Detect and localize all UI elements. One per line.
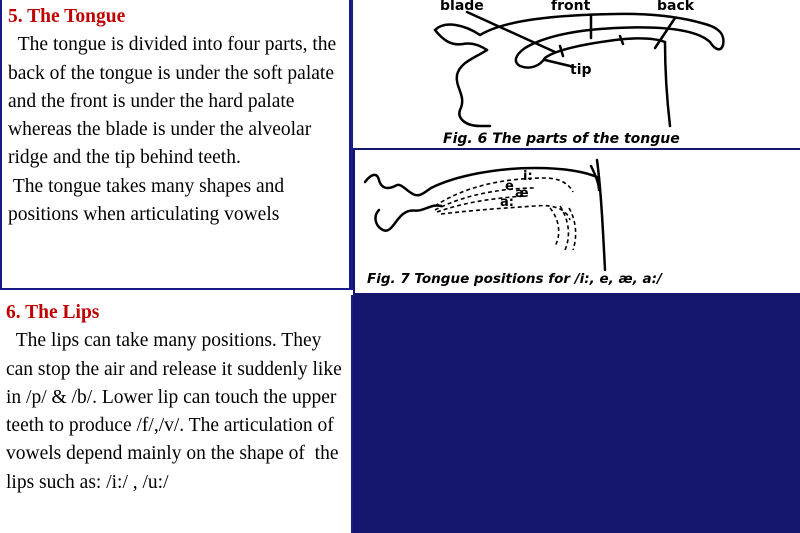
tongue-text-box [0,0,351,290]
label-i: i: [523,169,533,184]
tongue-paragraph-2: The tongue takes many shapes and positions when articulating vowels [8,175,290,226]
tongue-paragraph-1: The tongue is divided into four parts, the back of the tongue is under the soft palate and the front is under the hard palate whereas the blade is under the alveolar ridge and the tip behind teeth. [8,34,342,169]
fig6-caption: Fig. 6 The parts of the tongue [443,131,680,147]
fig7-caption: Fig. 7 Tongue positions for /i:, e, æ, a:/ [367,271,662,287]
tongue-positions-diagram [355,150,800,293]
lips-text-box [0,295,353,533]
label-ae: æ [515,186,529,201]
figure-tongue-parts [355,0,800,148]
tick-1 [560,46,563,56]
pharynx-line [665,42,670,126]
label-tip: tip [570,62,592,78]
divider-strip [351,0,353,290]
tongue-root-1 [550,208,559,246]
palate-outline [435,14,723,68]
figure-tongue-positions [355,150,800,293]
tongue-root-3 [569,208,576,250]
lips-paragraph: The lips can take many positions. They can stop the air and release it suddenly like in /p/ & /b/. Lower lip can touch the upper teeth to produce /f/,/v/. The articulation of vowels depend mainly on the shape of the lips such as: /i:/ , /u:/ [6,330,347,493]
label-blade: blade [440,0,484,14]
lower-jaw [376,205,441,230]
jaw-outline [457,50,490,126]
tick-2 [620,36,623,44]
label-front: front [551,0,591,14]
palate [431,168,599,188]
pharynx-wall [597,160,605,270]
label-a: a: [500,195,514,210]
upper-lip [365,175,431,195]
label-back: back [657,0,695,14]
tongue-root-2 [560,206,568,250]
lips-heading: 6. The Lips [6,302,100,323]
tip-pointer [545,60,570,66]
tongue-heading: 5. The Tongue [8,6,126,27]
label-e: e [505,179,514,194]
tongue-parts-diagram [355,0,800,148]
